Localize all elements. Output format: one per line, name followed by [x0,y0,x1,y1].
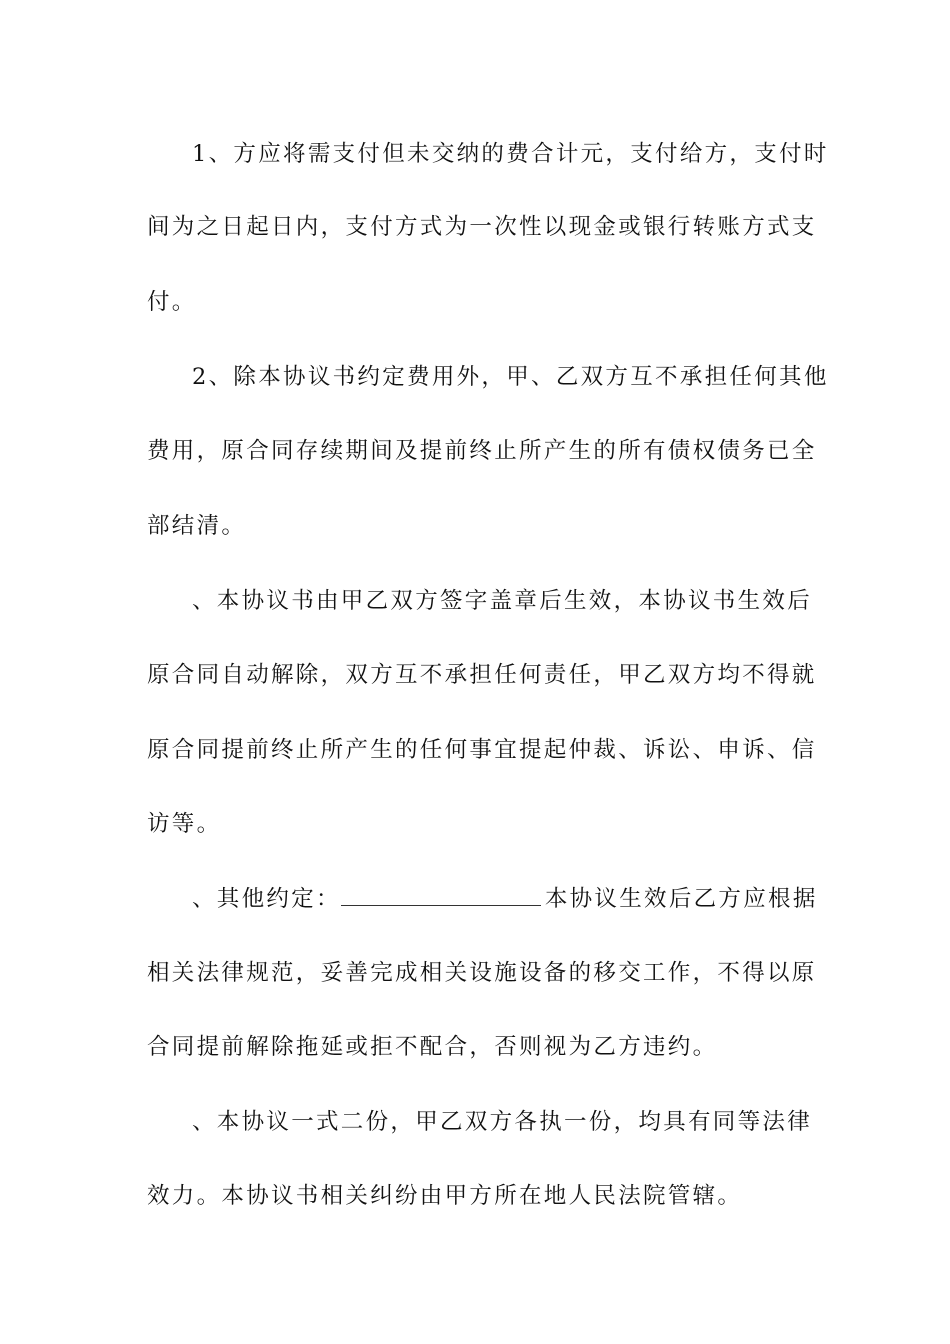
other-terms-text: 本协议生效后乙方应根据 [544,886,818,912]
paragraph-3-line-2: 原合同自动解除，双方互不承担任何责任，甲乙双方均不得就 [147,662,817,688]
paragraph-5-line-2: 效力。本协议书相关纠纷由甲方所在地人民法院管辖。 [147,1183,743,1209]
paragraph-1-line-3: 付。 [147,289,197,315]
paragraph-3-line-4: 访等。 [147,811,222,837]
paragraph-5-line-1: 、本协议一式二份，甲乙双方各执一份，均具有同等法律 [192,1109,813,1135]
fill-in-blank [341,887,541,906]
paragraph-4-line-3: 合同提前解除拖延或拒不配合，否则视为乙方违约。 [147,1034,718,1060]
paragraph-3-line-1: 、本协议书由甲乙双方签字盖章后生效，本协议书生效后 [192,588,813,614]
paragraph-3-line-3: 原合同提前终止所产生的任何事宜提起仲裁、诉讼、申诉、信 [147,737,817,763]
paragraph-1-line-1: 1、方应将需支付但未交纳的费合计元，支付给方，支付时 [192,141,829,167]
other-terms-label: 、其他约定： [192,886,341,912]
paragraph-4-line-2: 相关法律规范，妥善完成相关设施设备的移交工作，不得以原 [147,960,817,986]
paragraph-2-line-2: 费用，原合同存续期间及提前终止所产生的所有债权债务已全 [147,438,817,464]
paragraph-2-line-3: 部结清。 [147,513,247,539]
paragraph-4-line-1 [192,884,818,914]
paragraph-1-line-2: 间为之日起日内，支付方式为一次性以现金或银行转账方式支 [147,214,817,240]
paragraph-2-line-1: 2、除本协议书约定费用外，甲、乙双方互不承担任何其他 [192,364,829,390]
